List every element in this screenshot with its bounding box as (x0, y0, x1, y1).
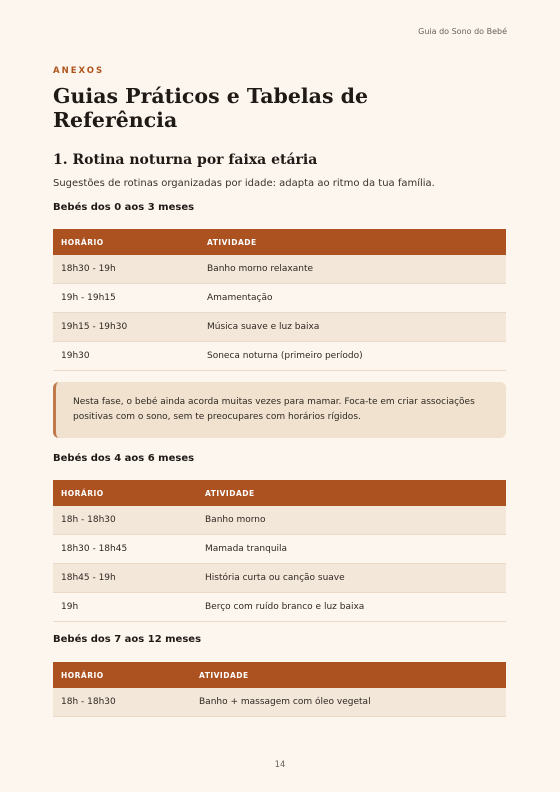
tip-callout: Nesta fase, o bebé ainda acorda muitas vezes para mamar. Foca-te em criar associações positivas com o sono, sem te preocupares com horários rígidos. (53, 382, 506, 438)
time-cell: 18h45 - 19h (53, 564, 197, 593)
activity-cell: Banho + massagem com óleo vegetal (191, 688, 506, 717)
table-row (53, 313, 506, 342)
activity-cell: Música suave e luz baixa (199, 313, 506, 342)
time-cell: 19h15 - 19h30 (53, 313, 199, 342)
column-header-activity: ATIVIDADE (191, 662, 506, 688)
group-title-0-3-months: Bebés dos 0 aos 3 meses (53, 202, 195, 213)
table-row (53, 593, 506, 622)
time-cell: 18h - 18h30 (53, 688, 191, 717)
group-title-4-6-months: Bebés dos 4 aos 6 meses (53, 453, 195, 464)
section-title: 1. Rotina noturna por faixa etária (53, 152, 318, 168)
routine-table-7-12-months (53, 662, 506, 717)
time-cell: 18h - 18h30 (53, 506, 197, 535)
chapter-kicker: ANEXOS (53, 66, 105, 76)
time-cell: 19h30 (53, 342, 199, 371)
table-row (53, 564, 506, 593)
table-row (53, 284, 506, 313)
table-header-row (53, 480, 506, 506)
table-row (53, 506, 506, 535)
running-header: Guia do Sono do Bebé (418, 27, 507, 36)
routine-table-0-3-months (53, 229, 506, 371)
activity-cell: Soneca noturna (primeiro período) (199, 342, 506, 371)
column-header-time: HORÁRIO (53, 229, 199, 255)
column-header-activity: ATIVIDADE (197, 480, 506, 506)
activity-cell: Banho morno (197, 506, 506, 535)
chapter-title: Guias Práticos e Tabelas de Referência (53, 84, 369, 132)
routine-table-4-6-months (53, 480, 506, 622)
time-cell: 18h30 - 18h45 (53, 535, 197, 564)
column-header-time: HORÁRIO (53, 662, 191, 688)
column-header-time: HORÁRIO (53, 480, 197, 506)
table-header-row (53, 662, 506, 688)
activity-cell: História curta ou canção suave (197, 564, 506, 593)
activity-cell: Berço com ruído branco e luz baixa (197, 593, 506, 622)
page-number: 14 (274, 760, 286, 770)
time-cell: 18h30 - 19h (53, 255, 199, 284)
activity-cell: Banho morno relaxante (199, 255, 506, 284)
section-intro: Sugestões de rotinas organizadas por idade: adapta ao ritmo da tua família. (53, 178, 435, 189)
column-header-activity: ATIVIDADE (199, 229, 506, 255)
time-cell: 19h - 19h15 (53, 284, 199, 313)
table-row (53, 535, 506, 564)
activity-cell: Amamentação (199, 284, 506, 313)
table-row (53, 688, 506, 717)
time-cell: 19h (53, 593, 197, 622)
activity-cell: Mamada tranquila (197, 535, 506, 564)
table-row (53, 255, 506, 284)
table-header-row (53, 229, 506, 255)
table-row (53, 342, 506, 371)
group-title-7-12-months: Bebés dos 7 aos 12 meses (53, 634, 202, 645)
